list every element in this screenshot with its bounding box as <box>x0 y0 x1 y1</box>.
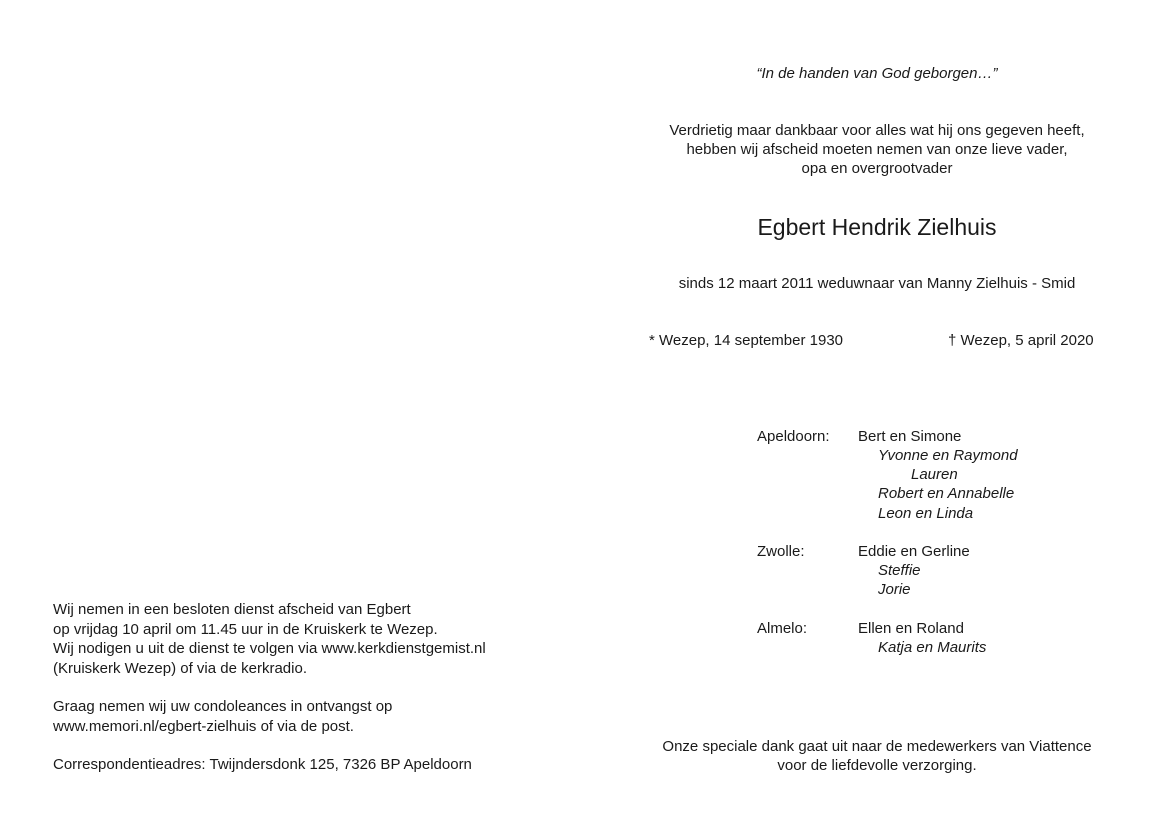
service-line: (Kruiskerk Wezep) of via de kerkradio. <box>53 659 307 677</box>
quote: “In de handen van God geborgen…” <box>756 65 998 82</box>
family-head-zwolle: Eddie en Gerline <box>858 543 970 560</box>
service-info <box>53 600 486 678</box>
condolences-line: Graag nemen wij uw condoleances in ontvangst op <box>53 698 393 715</box>
intro-line: Verdrietig maar dankbaar voor alles wat hij ons gegeven heeft, <box>669 122 1085 139</box>
correspondence-address: Correspondentieadres: Twijndersdonk 125, 7326 BP Apeldoorn <box>53 756 472 773</box>
family-member: Yvonne en Raymond <box>878 447 1018 464</box>
condolences-line: www.memori.nl/egbert-zielhuis of via de post. <box>53 717 354 735</box>
intro-line: hebben wij afscheid moeten nemen van onze lieve vader, <box>686 141 1068 158</box>
family-member: Katja en Maurits <box>878 639 987 656</box>
family-place-zwolle: Zwolle: <box>757 543 805 560</box>
widower-line: sinds 12 maart 2011 weduwnaar van Manny Zielhuis - Smid <box>678 275 1076 292</box>
thanks-line: voor de liefdevolle verzorging. <box>777 757 977 774</box>
family-member: Jorie <box>878 581 911 598</box>
family-member: Robert en Annabelle <box>878 485 1015 502</box>
intro-line: opa en overgrootvader <box>801 160 953 177</box>
thanks-text <box>640 737 1114 775</box>
family-head-apeldoorn: Bert en Simone <box>858 428 962 445</box>
intro-text <box>640 121 1114 178</box>
birth-date: * Wezep, 14 september 1930 <box>649 332 844 349</box>
thanks-line: Onze speciale dank gaat uit naar de medewerkers van Viattence <box>662 738 1092 755</box>
condolences-info <box>53 697 392 736</box>
family-place-almelo: Almelo: <box>757 620 808 637</box>
death-date: † Wezep, 5 april 2020 <box>948 332 1094 349</box>
family-place-apeldoorn: Apeldoorn: <box>757 428 830 445</box>
deceased-name: Egbert Hendrik Zielhuis <box>757 214 997 240</box>
family-member: Lauren <box>911 466 958 483</box>
service-line: op vrijdag 10 april om 11.45 uur in de Kruiskerk te Wezep. <box>53 620 438 638</box>
family-head-almelo: Ellen en Roland <box>858 620 964 637</box>
service-line: Wij nemen in een besloten dienst afscheid van Egbert <box>53 601 411 618</box>
family-member: Steffie <box>878 562 921 579</box>
service-line: Wij nodigen u uit de dienst te volgen via www.kerkdienstgemist.nl <box>53 640 486 657</box>
family-member: Leon en Linda <box>878 505 974 522</box>
